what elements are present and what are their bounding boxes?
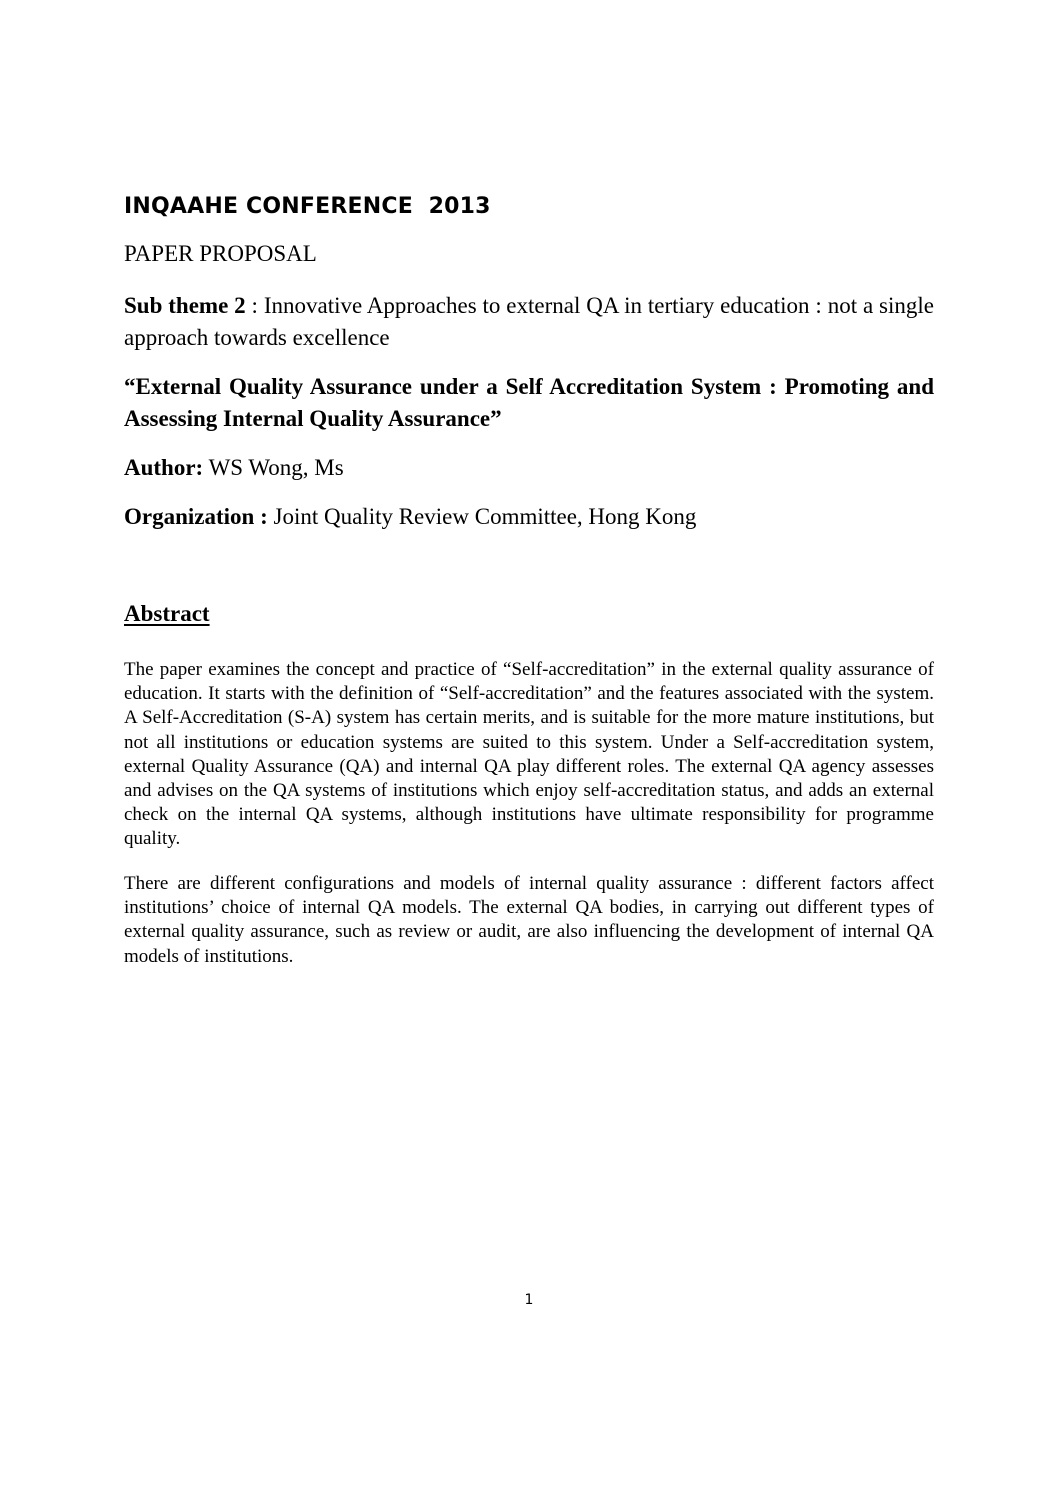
author-value: WS Wong, Ms bbox=[203, 455, 344, 480]
organization-label: Organization : bbox=[124, 504, 268, 529]
paper-title: “External Quality Assurance under a Self Accreditation System : Promoting and Assessing Internal Quality Assurance” bbox=[124, 374, 934, 431]
organization-line bbox=[124, 504, 696, 530]
subtheme-line bbox=[124, 290, 934, 354]
author-line bbox=[124, 455, 344, 481]
author-label: Author: bbox=[124, 455, 204, 480]
conference-title: INQAAHE CONFERENCE 2013 bbox=[124, 194, 491, 219]
paper-proposal-label: PAPER PROPOSAL bbox=[124, 241, 317, 266]
organization-value: Joint Quality Review Committee, Hong Kong bbox=[267, 504, 697, 529]
abstract-paragraph-1: The paper examines the concept and practice of “Self-accreditation” in the external quality assurance of education. It starts with the definition of “Self-accreditation” and the features associated with the system. A Self-Accreditation (S-A) system has certain merits, and is suitable for the more mature institutions, but not all institutions or education systems are suited to this system. Under a Self-accreditation system, external Quality Assurance (QA) and internal QA play different roles. The external QA agency assesses and advises on the QA systems of institutions which enjoy self-accreditation status, and adds an external check on the internal QA systems, although institutions have ultimate responsibility for programme quality. bbox=[124, 659, 934, 850]
abstract-heading: Abstract bbox=[124, 601, 210, 626]
page-number: 1 bbox=[524, 1292, 534, 1308]
abstract-paragraph-2: There are different configurations and models of internal quality assurance : different factors affect institutions’ choice of internal QA models. The external QA bodies, in carrying out different types of external quality assurance, such as review or audit, are also influencing the development of internal QA models of institutions. bbox=[124, 873, 934, 967]
subtheme-text: : Innovative Approaches to external QA in tertiary education : not a single approach towards excellence bbox=[124, 293, 935, 350]
subtheme-label: Sub theme 2 bbox=[124, 293, 246, 318]
